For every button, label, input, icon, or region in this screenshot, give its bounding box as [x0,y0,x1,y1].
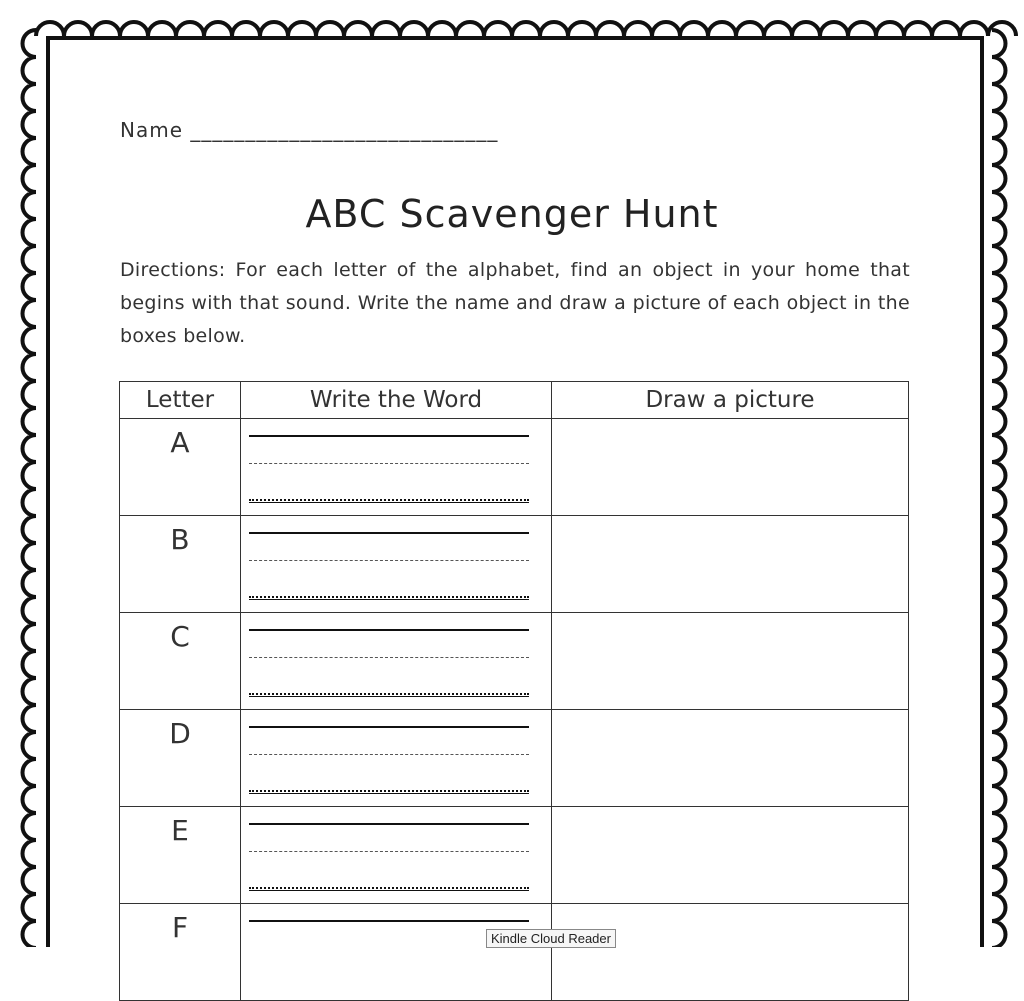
table-header-row [120,382,909,419]
word-writing-lines [241,419,552,516]
picture-box [552,613,909,710]
header-draw-picture: Draw a picture [552,382,909,419]
table-row [120,904,909,1001]
letter-f: F [171,911,189,944]
letter-cell [120,710,241,807]
picture-box [552,419,909,516]
picture-box [552,807,909,904]
letter-cell [120,516,241,613]
header-letter: Letter [120,382,241,419]
word-writing-lines [241,516,552,613]
letter-cell [120,904,241,1001]
table-row [120,516,909,613]
table-row [120,419,909,516]
header-write-word: Write the Word [241,382,552,419]
scavenger-table [119,381,909,1001]
table-row [120,613,909,710]
letter-cell [120,807,241,904]
picture-box [552,904,909,1001]
kindle-tooltip: Kindle Cloud Reader [486,929,616,948]
page-title: ABC Scavenger Hunt [305,192,719,236]
word-writing-lines [241,613,552,710]
picture-box [552,516,909,613]
word-writing-lines [241,807,552,904]
letter-e: E [171,814,189,847]
letter-a: A [170,426,190,459]
directions-text: Directions: For each letter of the alphabet, find an object in your home that begins with that sound. Write the name and draw a picture of each object in the boxes below. [120,259,910,347]
letter-c: C [170,620,190,653]
letter-b: B [170,523,190,556]
name-field-label: Name ____________________________ [120,118,499,142]
table-row [120,807,909,904]
word-writing-lines [241,904,552,1001]
letter-d: D [169,717,191,750]
letter-cell [120,613,241,710]
picture-box [552,710,909,807]
letter-cell [120,419,241,516]
table-row [120,710,909,807]
word-writing-lines [241,710,552,807]
